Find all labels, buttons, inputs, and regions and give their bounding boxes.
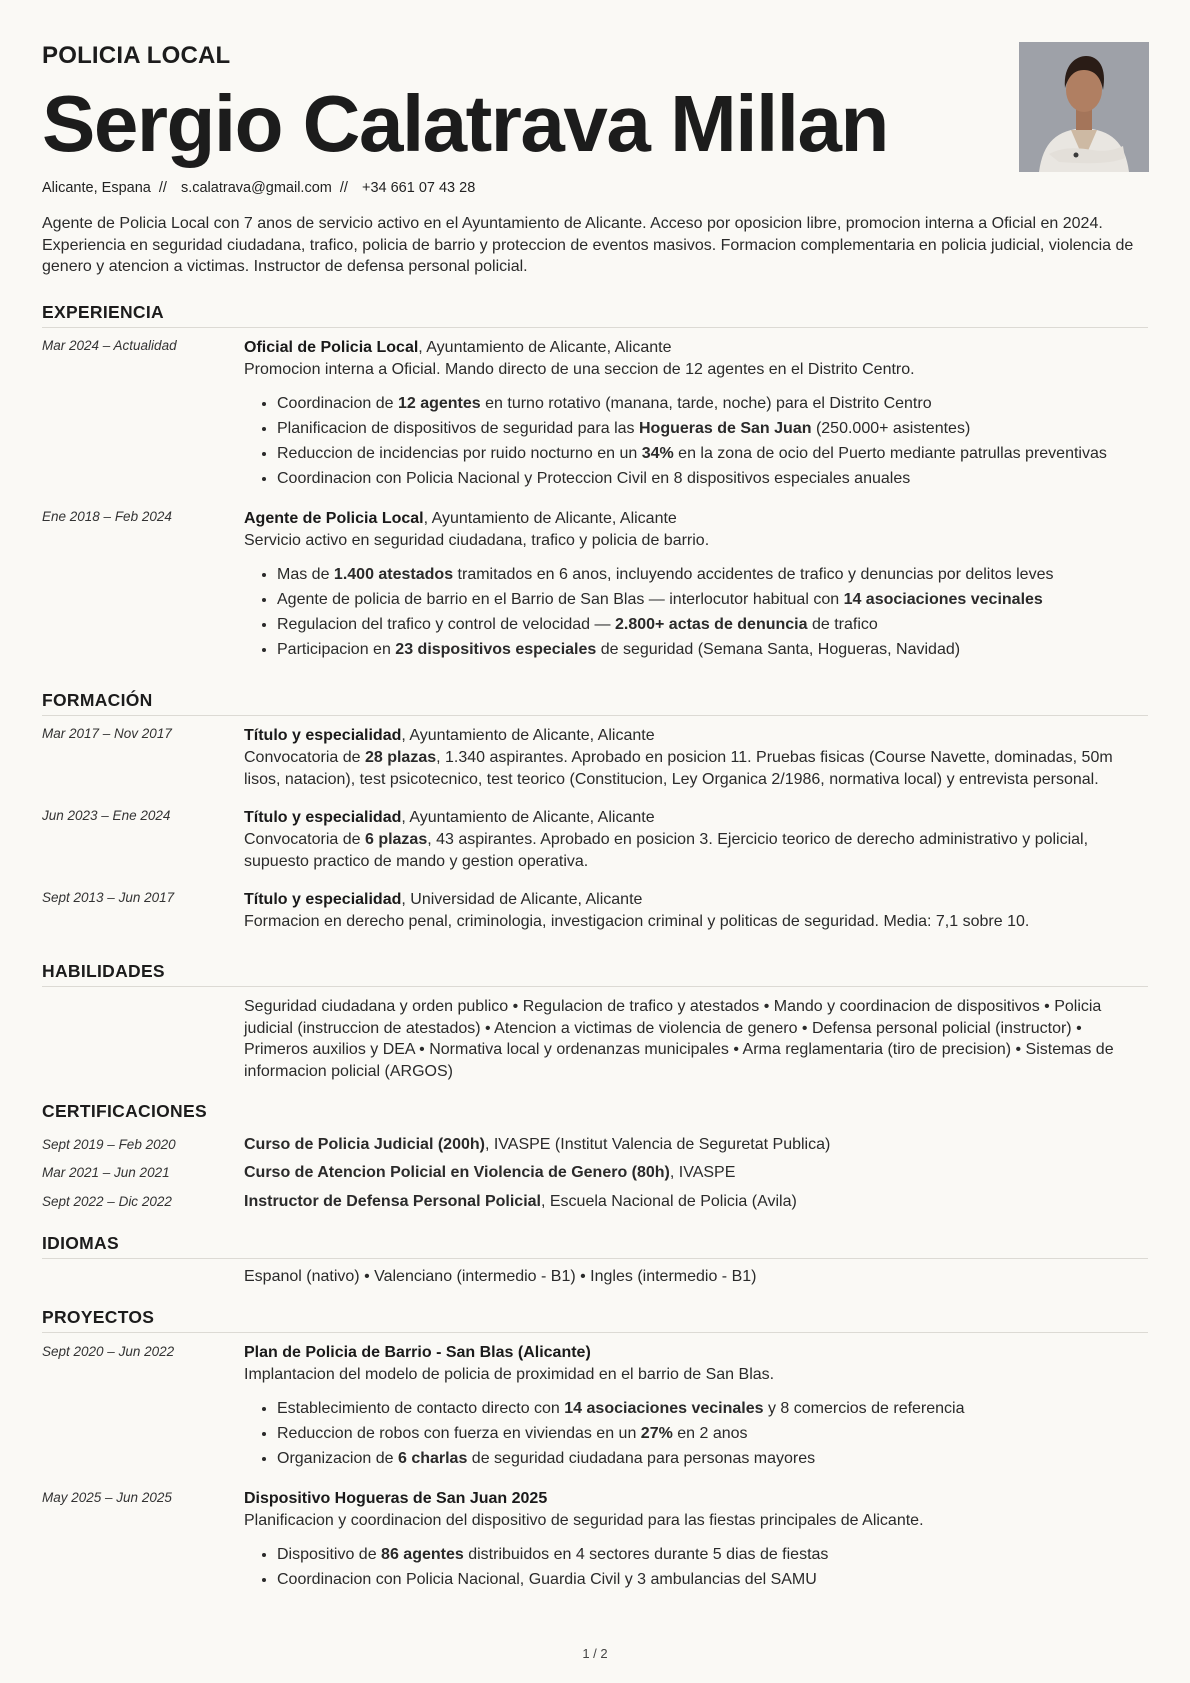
- section-divider: [42, 327, 1148, 328]
- list-item: • Agente de policia de barrio en el Barrio de San Blas — interlocutor habitual con 14 asociaciones vecinales: [277, 587, 1150, 612]
- entry-org: , Ayuntamiento de Alicante, Alicante: [423, 510, 677, 527]
- skills-list: Seguridad ciudadana y orden publico • Regulacion de trafico y atestados • Mando y coordinacion de dispositivos • Policia judicial (instruccion de atestados) • Atencion a victimas de violencia de genero • Defensa personal policial (instructor) • Primeros auxilios y DEA • Normativa local y ordenanzas municipales • Arma reglamentaria (tiro de precision) • Sistemas de informacion policial (ARGOS): [244, 998, 1114, 1080]
- entry-title: Título y especialidad: [244, 891, 402, 908]
- entry-date: Sept 2022 – Dic 2022: [42, 1194, 172, 1209]
- entry-heading: [244, 337, 1150, 359]
- entry-org: , Escuela Nacional de Policia (Avila): [540, 1193, 797, 1210]
- entry-title: Plan de Policia de Barrio - San Blas (Alicante): [244, 1344, 591, 1361]
- entry-heading: [244, 508, 1150, 530]
- entry-date: Mar 2017 – Nov 2017: [42, 726, 172, 741]
- list-item: • Dispositivo de 86 agentes distribuidos en 4 sectores durante 5 dias de fiestas: [277, 1542, 1150, 1567]
- entry-title: Título y especialidad: [244, 809, 402, 826]
- entry-org: , Ayuntamiento de Alicante, Alicante: [401, 727, 655, 744]
- entry-heading: [244, 1488, 1150, 1510]
- certification-entry: [244, 1164, 735, 1182]
- list-item: • Establecimiento de contacto directo con 14 asociaciones vecinales y 8 comercios de referencia: [277, 1396, 1150, 1421]
- section-divider: [42, 1332, 1148, 1333]
- list-item: • Coordinacion con Policia Nacional, Guardia Civil y 3 ambulancias del SAMU: [277, 1567, 1150, 1592]
- list-item: • Participacion en 23 dispositivos especiales de seguridad (Semana Santa, Hogueras, Navidad): [277, 637, 1150, 662]
- entry-title: Instructor de Defensa Personal Policial: [244, 1193, 541, 1210]
- list-item: • Planificacion de dispositivos de seguridad para las Hogueras de San Juan (250.000+ asistentes): [277, 416, 1150, 441]
- entry-date: Mar 2021 – Jun 2021: [42, 1165, 170, 1180]
- phone-link[interactable]: +34 661 07 43 28: [361, 180, 476, 196]
- entry-org: , Ayuntamiento de Alicante, Alicante: [418, 339, 672, 356]
- entry-description: Convocatoria de 28 plazas, 1.340 aspirantes. Aprobado en posicion 11. Pruebas fisicas (Course Navette, dominadas, 50m lisos, natacion), test psicotecnico, test teorico (Constitucion, Ley Organica 2/1986, normativa local) y entrevista personal.: [244, 749, 1113, 788]
- entry-org: , IVASPE (Institut Valencia de Seguretat Publica): [484, 1136, 831, 1153]
- section-title-certifications: CERTIFICACIONES: [42, 1101, 207, 1121]
- entry-date: May 2025 – Jun 2025: [42, 1490, 172, 1505]
- experience-entry: [244, 337, 1150, 491]
- entry-description: Planificacion y coordinacion del dispositivo de seguridad para las fiestas principales de Alicante.: [244, 1512, 924, 1529]
- entry-title: Dispositivo Hogueras de San Juan 2025: [244, 1490, 548, 1507]
- list-item: • Coordinacion con Policia Nacional y Proteccion Civil en 8 dispositivos especiales anuales: [277, 466, 1150, 491]
- languages-list: Espanol (nativo) • Valenciano (intermedio - B1) • Ingles (intermedio - B1): [244, 1268, 757, 1285]
- section-title-projects: PROYECTOS: [42, 1307, 155, 1327]
- candidate-name: Sergio Calatrava Millan: [42, 79, 888, 168]
- list-item: • Regulacion del trafico y control de velocidad — 2.800+ actas de denuncia de trafico: [277, 612, 1150, 637]
- entry-date: Sept 2013 – Jun 2017: [42, 890, 175, 905]
- achievement-list: [244, 1542, 1150, 1592]
- email-link[interactable]: s.calatrava@gmail.com: [180, 180, 332, 196]
- list-item: • Organizacion de 6 charlas de seguridad ciudadana para personas mayores: [277, 1446, 1150, 1471]
- entry-heading: [244, 1342, 1150, 1364]
- entry-date: Sept 2019 – Feb 2020: [42, 1137, 176, 1152]
- entry-description: Promocion interna a Oficial. Mando directo de una seccion de 12 agentes en el Distrito Centro.: [244, 361, 915, 378]
- list-item: • Reduccion de robos con fuerza en viviendas en un 27% en 2 anos: [277, 1421, 1150, 1446]
- education-entry: [244, 889, 1150, 933]
- contact-line: [42, 180, 475, 196]
- list-item: • Coordinacion de 12 agentes en turno rotativo (manana, tarde, noche) para el Distrito Centro: [277, 391, 1150, 416]
- education-entry: [244, 725, 1150, 791]
- entry-org: , Ayuntamiento de Alicante, Alicante: [401, 809, 655, 826]
- entry-title: Curso de Policia Judicial (200h): [244, 1136, 485, 1153]
- entry-description: Formacion en derecho penal, criminologia, investigacion criminal y politicas de seguridad. Media: 7,1 sobre 10.: [244, 913, 1030, 930]
- separator: //: [339, 180, 348, 196]
- job-role: POLICIA LOCAL: [42, 42, 231, 69]
- entry-description: Implantacion del modelo de policia de proximidad en el barrio de San Blas.: [244, 1366, 775, 1383]
- person-portrait-icon: [1019, 42, 1149, 172]
- entry-heading: [244, 725, 1150, 747]
- experience-entry: [244, 508, 1150, 662]
- section-title-education: FORMACIÓN: [42, 690, 153, 710]
- entry-org: , Universidad de Alicante, Alicante: [401, 891, 643, 908]
- section-divider: [42, 986, 1148, 987]
- entry-date: Mar 2024 – Actualidad: [42, 338, 177, 353]
- certification-entry: [244, 1136, 830, 1154]
- entry-date: Jun 2023 – Ene 2024: [42, 808, 171, 823]
- entry-date: Ene 2018 – Feb 2024: [42, 509, 172, 524]
- list-item: • Mas de 1.400 atestados tramitados en 6 anos, incluyendo accidentes de trafico y denuncias por delitos leves: [277, 562, 1150, 587]
- separator: //: [158, 180, 167, 196]
- entry-description: Convocatoria de 6 plazas, 43 aspirantes. Aprobado en posicion 3. Ejercicio teorico de derecho administrativo y policial, supuesto practico de mando y gestion operativa.: [244, 831, 1089, 870]
- profile-photo: [1019, 42, 1149, 172]
- achievement-list: [244, 1396, 1150, 1471]
- section-title-skills: HABILIDADES: [42, 961, 165, 981]
- certification-entry: [244, 1193, 797, 1211]
- entry-title: Curso de Atencion Policial en Violencia de Genero (80h): [244, 1164, 670, 1181]
- entry-org: , IVASPE: [669, 1164, 736, 1181]
- project-entry: [244, 1342, 1150, 1471]
- entry-title: Oficial de Policia Local: [244, 339, 419, 356]
- section-title-experience: EXPERIENCIA: [42, 302, 164, 322]
- education-entry: [244, 807, 1150, 873]
- section-divider: [42, 1258, 1148, 1259]
- resume-page: [42, 0, 1148, 1683]
- project-entry: [244, 1488, 1150, 1592]
- section-title-languages: IDIOMAS: [42, 1233, 119, 1253]
- page-number: 1 / 2: [582, 1646, 608, 1661]
- entry-description: Servicio activo en seguridad ciudadana, trafico y policia de barrio.: [244, 532, 710, 549]
- achievement-list: [244, 391, 1150, 491]
- entry-title: Agente de Policia Local: [244, 510, 424, 527]
- profile-summary: Agente de Policia Local con 7 anos de servicio activo en el Ayuntamiento de Alicante. Acceso por oposicion libre, promocion interna a Oficial en 2024. Experiencia en seguridad ciudadana, trafico, policia de barrio y proteccion de eventos masivos. Formacion complementaria en policia judicial, violencia de genero y atencion a victimas. Instructor de defensa personal policial.: [42, 215, 1134, 275]
- achievement-list: [244, 562, 1150, 662]
- list-item: • Reduccion de incidencias por ruido nocturno en un 34% en la zona de ocio del Puerto mediante patrullas preventivas: [277, 441, 1150, 466]
- entry-date: Sept 2020 – Jun 2022: [42, 1344, 175, 1359]
- section-divider: [42, 715, 1148, 716]
- entry-title: Título y especialidad: [244, 727, 402, 744]
- entry-heading: [244, 807, 1150, 829]
- location: Alicante, Espana: [42, 180, 151, 196]
- entry-heading: [244, 889, 1150, 911]
